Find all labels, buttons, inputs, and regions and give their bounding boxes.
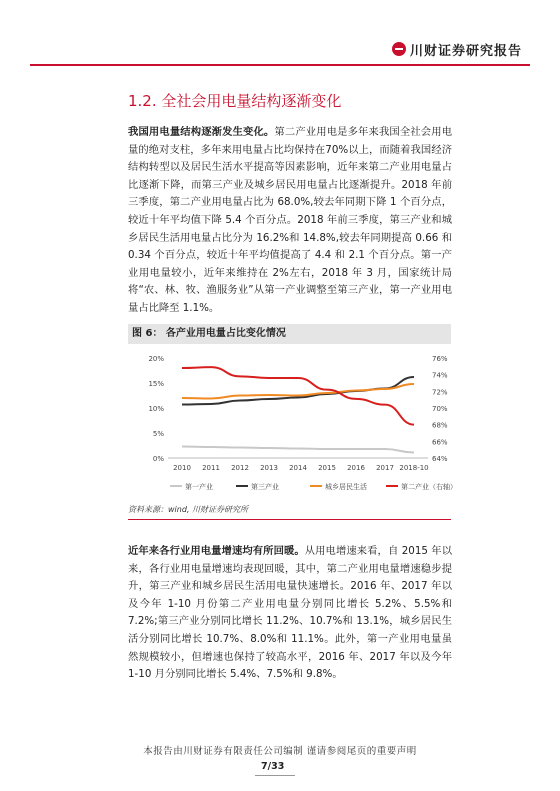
figure-title: 图 6： 各产业用电量占比变化情况 — [128, 324, 451, 344]
paragraph-1-lead: 我国用电量结构逐渐发生变化。 — [128, 126, 275, 138]
legend-label: 城乡居民生活 — [325, 483, 367, 491]
y-right-tick-label: 66% — [432, 438, 448, 447]
y-left-tick-label: 15% — [148, 380, 164, 388]
legend-label: 第二产业（右轴） — [401, 483, 457, 491]
figure-rule — [128, 519, 451, 520]
brand-logo-icon — [392, 42, 406, 56]
y-left-tick-label: 20% — [148, 355, 164, 363]
paragraph-1-body: 第二产业用电是多年来我国全社会用电量的绝对支柱，多年来用电量占比均保持在70%以上，而随着我国经济结构转型以及居民生活水平提高等因素影响，近年来第二产业用电量占比逐渐下降，而第三产业及城乡居民用电量占比逐渐提升。2018 年前三季度，第二产业用电量占比为 68.0%,较去年同期下降 1 个百分点，较近十年平均值下降 5.4 个百分点。2018 年前三季度，第三产业和城乡居民生活用电量占比分为 16.2%和 14.8%,较去年同期提高 0.66 和 0.34 个百分点，较近十年平均值提高了 4.4 和 2.1 个百分点。第一产业用电量较小，近年来维持在 2%左右，2018 年 3 月，国家统计局将“农、林、牧、渔服务业”从第一产业调整至第三产业，第一产业用电量占比降至 1.1%。 — [128, 126, 453, 314]
series-line — [182, 384, 414, 399]
figure-source: 资料来源：wind, 川财证券研究所 — [128, 505, 248, 514]
series-line — [182, 447, 414, 453]
paragraph-1 — [128, 124, 452, 318]
x-tick-label: 2012 — [231, 464, 249, 472]
y-right-tick-label: 70% — [432, 405, 448, 413]
x-tick-label: 2017 — [376, 464, 394, 472]
y-right-tick-label: 64% — [432, 455, 448, 463]
x-tick-label: 2014 — [289, 464, 307, 472]
brand-name: 川财证券研究报告 — [410, 44, 523, 59]
x-tick-label: 2015 — [318, 464, 336, 472]
y-right-tick-label: 74% — [432, 371, 448, 380]
y-left-tick-label: 10% — [148, 405, 164, 413]
legend-label: 第一产业 — [185, 483, 213, 491]
x-tick-label: 2013 — [260, 464, 278, 472]
y-right-tick-label: 72% — [432, 388, 448, 397]
page-number-rule — [255, 775, 295, 776]
footer-disclaimer: 本报告由川财证券有限责任公司编制 谨请参阅尾页的重要声明 — [143, 746, 417, 757]
line-chart — [128, 348, 457, 498]
series-line — [182, 377, 414, 405]
paragraph-2-lead: 近年来各行业用电量增速均有所回暖。 — [128, 545, 305, 557]
page-number: 7/33 — [261, 761, 285, 772]
page-header — [0, 0, 560, 68]
header-rule — [30, 64, 530, 66]
x-tick-label: 2016 — [347, 464, 365, 472]
y-left-tick-label: 5% — [152, 430, 164, 438]
x-tick-label: 2018-10 — [399, 464, 429, 472]
legend-label: 第三产业 — [251, 483, 279, 491]
x-tick-label: 2010 — [173, 464, 191, 472]
y-right-tick-label: 76% — [432, 355, 448, 363]
section-title: 1.2. 全社会用电量结构逐渐变化 — [128, 92, 342, 110]
figure — [128, 324, 457, 520]
y-left-tick-label: 0% — [152, 455, 164, 463]
x-tick-label: 2011 — [202, 464, 220, 472]
paragraph-2 — [128, 543, 452, 684]
y-right-tick-label: 68% — [432, 421, 448, 430]
paragraph-2-body: 从用电增速来看，自 2015 年以来，各行业用电量增速均表现回暖，其中，第二产业用电量增速稳步提升，第三产业和城乡居民生活用电量快速增长。2016 年、2017 年以及今年 1-10 月份第二产业用电量分别同比增长 5.2%、5.5%和 7.2%;第三产业分别同比增长 11.2%、10.7%和 13.1%，城乡居民生活分别同比增长 10.7%、8.0%和 11.1%。此外，第一产业用电量虽然规模较小，但增速也保持了较高水平，2016 年、2017 年以及今年 1-10 月分别同比增长 5.4%、7.5%和 9.8%。 — [128, 545, 452, 681]
